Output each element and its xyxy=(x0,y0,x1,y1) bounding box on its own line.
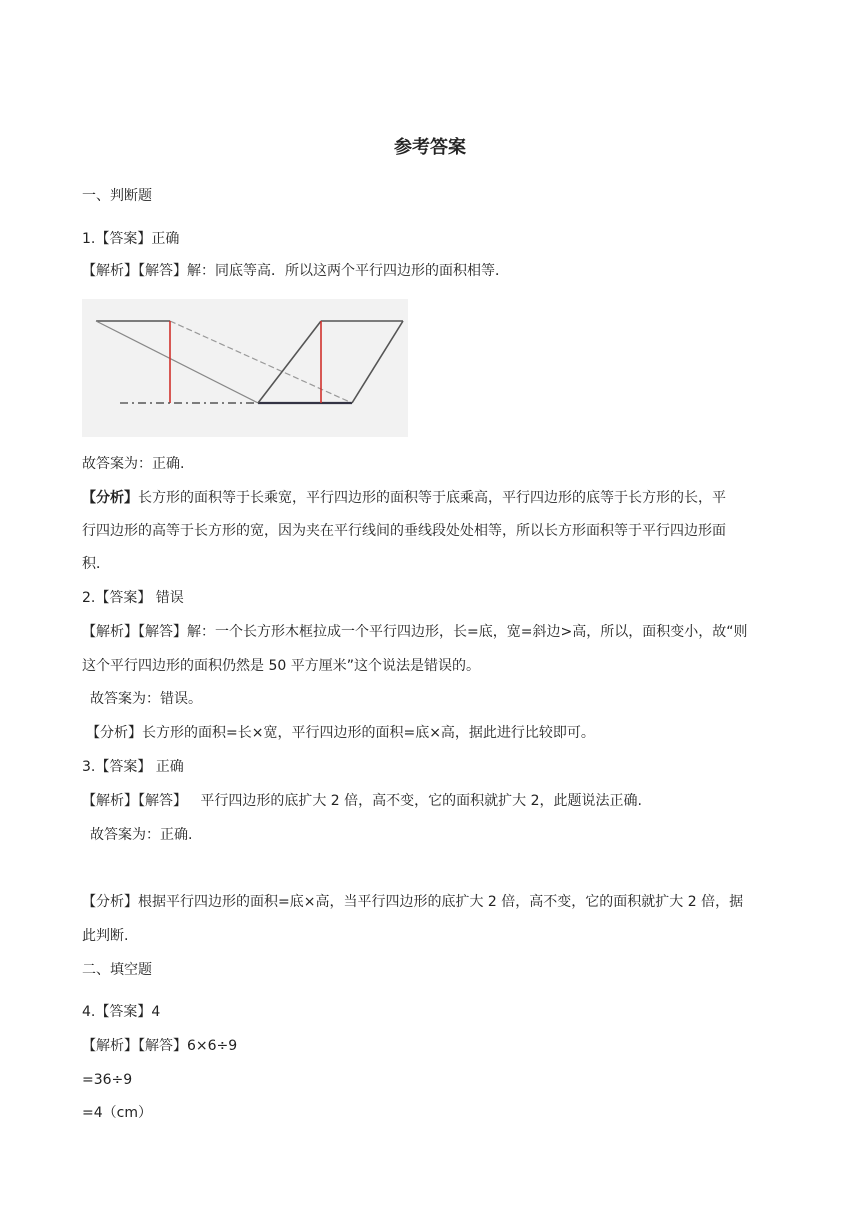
q4-step1: =36÷9 xyxy=(82,1072,133,1088)
q4-answer: 4.【答案】4 xyxy=(82,1004,161,1020)
fenxi-text: 长方形的面积等于长乘宽，平行四边形的面积等于底乘高，平行四边形的底等于长方形的长，平 xyxy=(138,490,726,506)
section-heading-judgement: 一、判断题 xyxy=(82,188,152,204)
q1-analysis xyxy=(82,261,509,281)
q2-analysis-line2: 这个平行四边形的面积仍然是 50 平方厘米”这个说法是错误的。 xyxy=(82,658,480,674)
q1-answer: 1.【答案】正确 xyxy=(82,231,180,247)
q2-fenxi xyxy=(86,723,595,743)
q3-answer: 3.【答案】 正确 xyxy=(82,759,184,775)
q3-conclusion: 故答案为：正确. xyxy=(90,827,193,843)
q3-fenxi-line2: 此判断. xyxy=(82,928,129,944)
section-heading-fill-blank: 二、填空题 xyxy=(82,962,152,978)
q1-conclusion: 故答案为：正确. xyxy=(82,456,185,472)
slanted-edge-left xyxy=(96,321,258,403)
page-title: 参考答案 xyxy=(394,137,466,158)
parallelogram-diagram xyxy=(82,299,408,437)
parallelogram-figure xyxy=(82,299,408,437)
analysis-label: 【解析】 xyxy=(82,263,138,279)
analysis-text: 【解答】解：一个长方形木框拉成一个平行四边形，长=底，宽=斜边>高，所以，面积变小，故“则 xyxy=(138,624,748,640)
analysis-text: 【解答】解：同底等高．所以这两个平行四边形的面积相等． xyxy=(138,263,509,279)
analysis-label: 【解析】 xyxy=(82,1038,138,1054)
fenxi-label: 【分析】 xyxy=(82,490,138,506)
q2-conclusion: 故答案为：错误。 xyxy=(90,691,202,707)
q1-fenxi-line2: 行四边形的高等于长方形的宽，因为夹在平行线间的垂线段处处相等，所以长方形面积等于平行四边形面 xyxy=(82,523,726,539)
q3-fenxi-line1 xyxy=(82,892,743,912)
analysis-text: 【解答】6×6÷9 xyxy=(138,1038,238,1054)
q3-analysis xyxy=(82,791,642,811)
q1-fenxi-line3: 积． xyxy=(82,556,110,572)
fenxi-label: 【分析】 xyxy=(82,894,138,910)
analysis-label: 【解析】 xyxy=(82,624,138,640)
analysis-label: 【解析】 xyxy=(82,793,138,809)
parallelogram-right-side xyxy=(352,321,403,403)
q4-step2: =4（cm） xyxy=(82,1105,152,1121)
q2-analysis-line1 xyxy=(82,622,747,642)
q1-fenxi-line1 xyxy=(82,488,726,508)
slanted-edge-dashed xyxy=(170,321,352,403)
fenxi-text: 根据平行四边形的面积=底×高，当平行四边形的底扩大 2 倍，高不变，它的面积就扩大 2 倍，据 xyxy=(138,894,744,910)
q2-answer: 2.【答案】 错误 xyxy=(82,590,184,606)
fenxi-text: 长方形的面积=长×宽，平行四边形的面积=底×高，据此进行比较即可。 xyxy=(142,725,595,741)
q4-analysis xyxy=(82,1036,237,1056)
parallelogram-left-side xyxy=(258,321,321,403)
analysis-text: 【解答】 平行四边形的底扩大 2 倍，高不变，它的面积就扩大 2，此题说法正确. xyxy=(138,793,642,809)
fenxi-label: 【分析】 xyxy=(86,725,142,741)
